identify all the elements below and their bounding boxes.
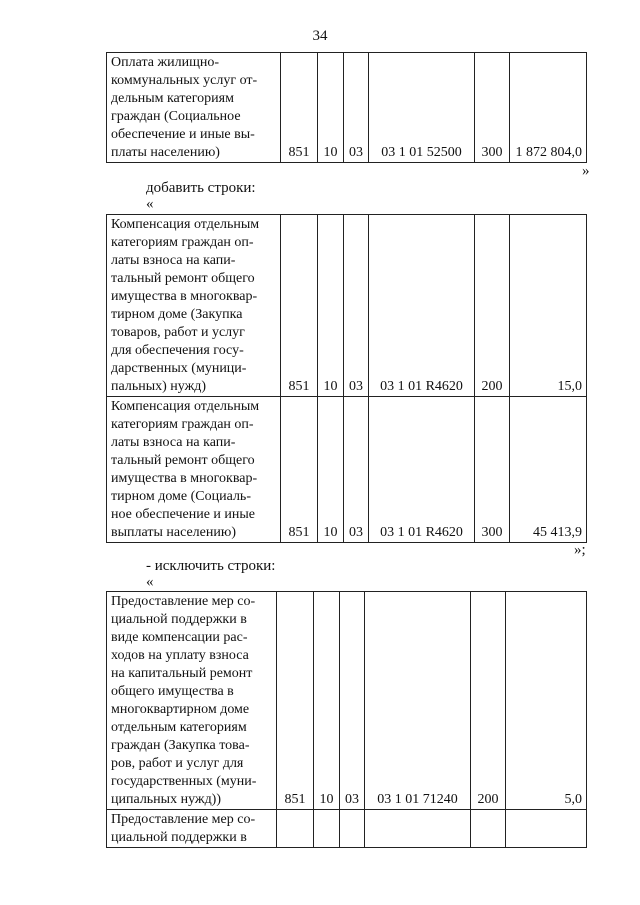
add-rows-instruction: добавить строки: [146,180,256,196]
amount-value: 45 413,9 [510,397,587,543]
ministry-code [277,810,314,848]
subsection-code [340,810,365,848]
amount-value [506,810,587,848]
ministry-code: 851 [281,215,318,397]
row-description: Компенсация отдельным категориям граждан оп- латы взноса на капи- тальный ремонт общего имущества в многоквар- тирном доме (Социаль- ное обеспечение и иные выплаты населению) [107,397,281,543]
section-code: 10 [318,53,344,163]
closing-quote: »; [574,542,586,558]
subsection-code: 03 [340,592,365,810]
section-code: 10 [318,215,344,397]
amount-value: 5,0 [506,592,587,810]
table-row [107,810,587,848]
target-article-code: 03 1 01 R4620 [369,215,475,397]
target-article-code: 03 1 01 71240 [365,592,471,810]
row-description: Компенсация отдельным категориям граждан оп- латы взноса на капи- тальный ремонт общего имущества в многоквар- тирном доме (Закупка товаров, работ и услуг для обеспечения госу- дарственных (муници- пальных) нужд) [107,215,281,397]
budget-table [106,52,587,163]
subsection-code: 03 [344,215,369,397]
target-article-code: 03 1 01 R4620 [369,397,475,543]
table-row [107,53,587,163]
subsection-code: 03 [344,53,369,163]
opening-quote: « [146,574,154,590]
subsection-code: 03 [344,397,369,543]
expense-type-code: 300 [475,53,510,163]
closing-quote: » [582,163,590,179]
table-row [107,215,587,397]
table-row [107,592,587,810]
ministry-code: 851 [281,397,318,543]
target-article-code [365,810,471,848]
expense-type-code: 200 [475,215,510,397]
section-code: 10 [318,397,344,543]
amount-value: 1 872 804,0 [510,53,587,163]
ministry-code: 851 [281,53,318,163]
section-code [314,810,340,848]
expense-type-code: 200 [471,592,506,810]
opening-quote: « [146,196,154,212]
amount-value: 15,0 [510,215,587,397]
budget-table [106,591,587,848]
target-article-code: 03 1 01 52500 [369,53,475,163]
page-number: 34 [312,28,328,44]
row-description: Предоставление мер со- циальной поддержки в [107,810,277,848]
row-description: Оплата жилищно- коммунальных услуг от- дельным категориям граждан (Социальное обеспечение и иные вы- платы населению) [107,53,281,163]
section-code: 10 [314,592,340,810]
expense-type-code [471,810,506,848]
ministry-code: 851 [277,592,314,810]
row-description: Предоставление мер со- циальной поддержки в виде компенсации рас- ходов на уплату взноса на капитальный ремонт общего имущества в многоквартирном доме отдельным категориям граждан (Закупка това- ров, работ и услуг для государственных (муни- ципальных нужд)) [107,592,277,810]
expense-type-code: 300 [475,397,510,543]
table-row [107,397,587,543]
budget-table [106,214,587,543]
remove-rows-instruction: - исключить строки: [146,558,276,574]
